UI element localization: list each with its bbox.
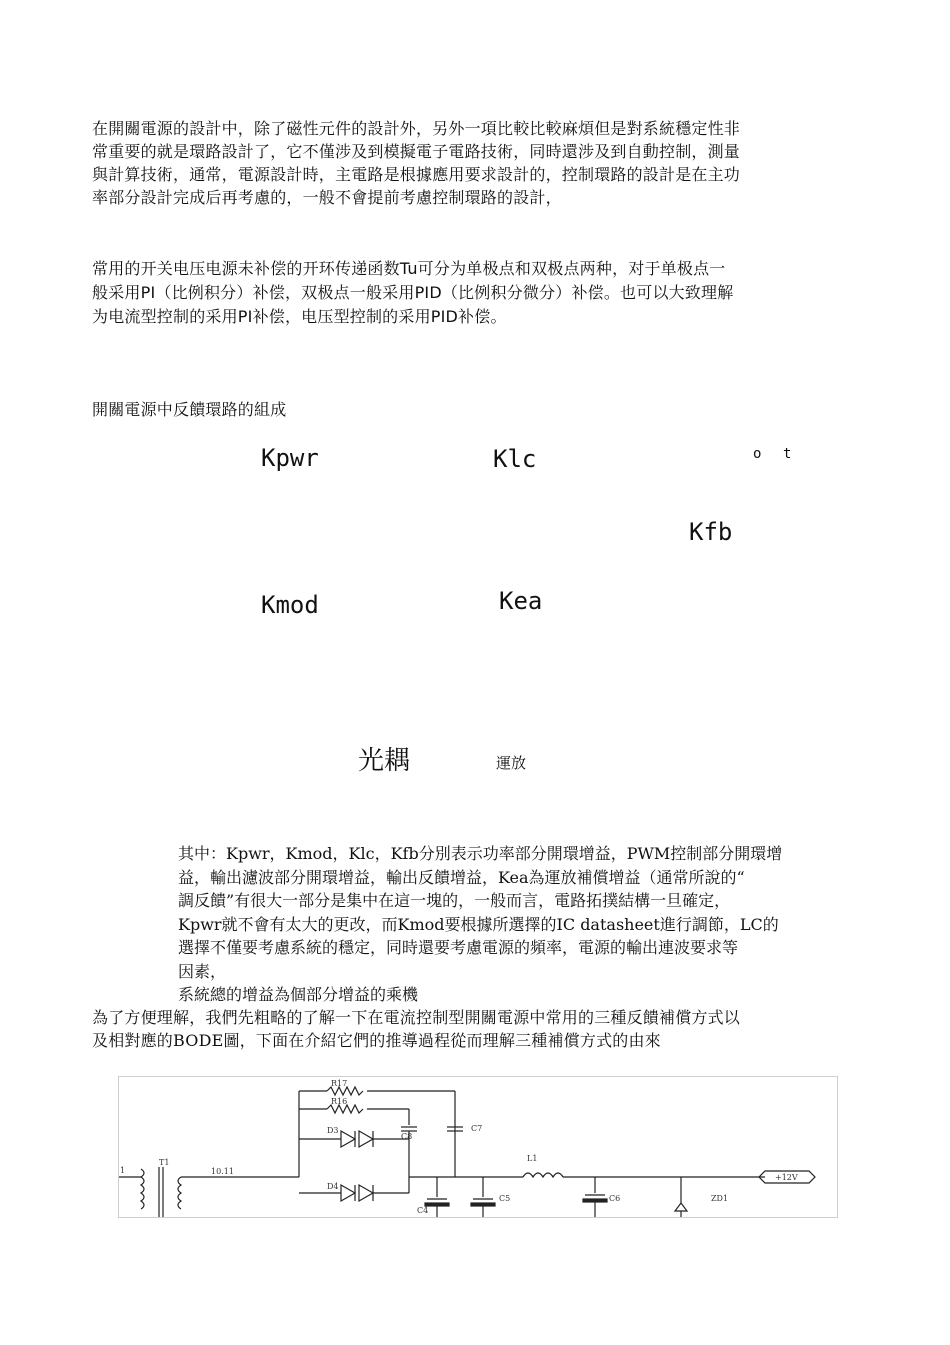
explanation-line: 因素，	[178, 961, 227, 981]
compensation-paragraph	[92, 257, 862, 329]
zd1-label: ZD1	[711, 1194, 729, 1203]
section-heading: 開關電源中反饋環路的組成	[92, 400, 287, 419]
d3-diode	[341, 1131, 355, 1147]
intro-line: 與計算技術，通常，電源設計時，主電路是根據應用要求設計的，控制環路的設計是在主功	[92, 165, 741, 184]
r17-label: R17	[331, 1079, 348, 1088]
explanation-line: Kpwr就不會有太大的更改，而Kmod要根據所選擇的IC datasheet進行調節，LC的	[178, 914, 779, 934]
c4-label: C4	[417, 1206, 429, 1215]
r17-resistor	[327, 1087, 363, 1095]
d4b-diode	[359, 1185, 373, 1201]
c7-label: C7	[471, 1124, 483, 1133]
klc-label: Klc	[493, 445, 537, 473]
ot-o-label: o	[753, 446, 762, 462]
d4-diode	[341, 1185, 355, 1201]
c4-cap-fill	[425, 1203, 449, 1206]
kmod-label: Kmod	[261, 591, 319, 619]
c8-label: C8	[401, 1132, 413, 1141]
c5-cap-fill	[471, 1203, 495, 1206]
l1-label: L1	[527, 1154, 538, 1163]
bode-intro-line: 及相對應的BODE圖，下面在介紹它們的推導過程從而理解三種補償方式的由來	[92, 1031, 661, 1050]
ot-t-label: t	[783, 446, 792, 462]
transformer-secondary	[178, 1177, 181, 1209]
zd1-zener	[675, 1203, 687, 1211]
transformer-primary-top	[141, 1169, 144, 1177]
compensation-line: 常用的开关电压电源未补偿的开环传递函数Tu可分为单极点和双极点两种，对于单极点一	[92, 259, 726, 278]
d4-label: D4	[327, 1182, 339, 1191]
intro-line: 率部分設計完成后再考慮的，一般不會提前考慮控制環路的設計，	[92, 188, 562, 207]
t1-label: T1	[159, 1158, 170, 1167]
bode-intro-paragraph	[92, 1006, 862, 1052]
optocoupler-label: 光耦	[358, 746, 411, 776]
output-label: +12V	[775, 1173, 798, 1182]
schematic-svg	[119, 1077, 837, 1217]
l1-inductor	[523, 1173, 563, 1177]
c6-cap-fill	[583, 1199, 607, 1202]
explanation-line: 益，輸出濾波部分開環增益，輸出反饋增益，Kea為運放補償增益（通常所說的“	[178, 867, 745, 887]
transformer-primary	[141, 1177, 144, 1209]
explanation-line: 選擇不僅要考慮系統的穩定，同時還要考慮電源的頻率，電源的輸出連波要求等	[178, 938, 739, 957]
intro-paragraph	[92, 117, 862, 209]
r16-label: R16	[331, 1097, 348, 1106]
d3-label: D3	[327, 1126, 339, 1135]
explanation-paragraph	[178, 842, 868, 1007]
bode-intro-line: 為了方便理解，我們先粗略的了解一下在電流控制型開關電源中常用的三種反饋補償方式以	[92, 1008, 741, 1027]
circuit-schematic	[118, 1076, 838, 1218]
c5-label: C5	[499, 1194, 511, 1203]
c6-label: C6	[609, 1194, 621, 1203]
compensation-line: 为电流型控制的采用PI补偿，电压型控制的采用PID补偿。	[92, 307, 507, 326]
kpwr-label: Kpwr	[261, 444, 319, 472]
kfb-label: Kfb	[689, 518, 733, 546]
intro-line: 在開關電源的設計中，除了磁性元件的設計外，另外一項比較比較麻煩但是對系統穩定性非	[92, 119, 741, 138]
opamp-label: 運放	[496, 754, 527, 772]
kea-label: Kea	[499, 587, 543, 615]
explanation-line: 其中：Kpwr，Kmod，Klc，Kfb分別表示功率部分開環增益，PWM控制部分開環增	[178, 844, 783, 863]
pin1-label: 1	[120, 1166, 126, 1175]
r16-resistor	[327, 1105, 363, 1113]
d3b-diode	[359, 1131, 373, 1147]
intro-line: 常重要的就是環路設計了，它不僅涉及到模擬電子電路技術，同時還涉及到自動控制，測量	[92, 142, 741, 161]
compensation-line: 般采用PI（比例积分）补偿，双极点一般采用PID（比例积分微分）补偿。也可以大致理解	[92, 283, 734, 302]
gain-product-line: 系統總的增益為個部分增益的乘機	[178, 985, 419, 1004]
explanation-line: 調反饋”有很大一部分是集中在這一塊的，一般而言，電路拓撲結構一旦確定，	[178, 891, 731, 910]
net-label: 10.11	[211, 1167, 234, 1176]
